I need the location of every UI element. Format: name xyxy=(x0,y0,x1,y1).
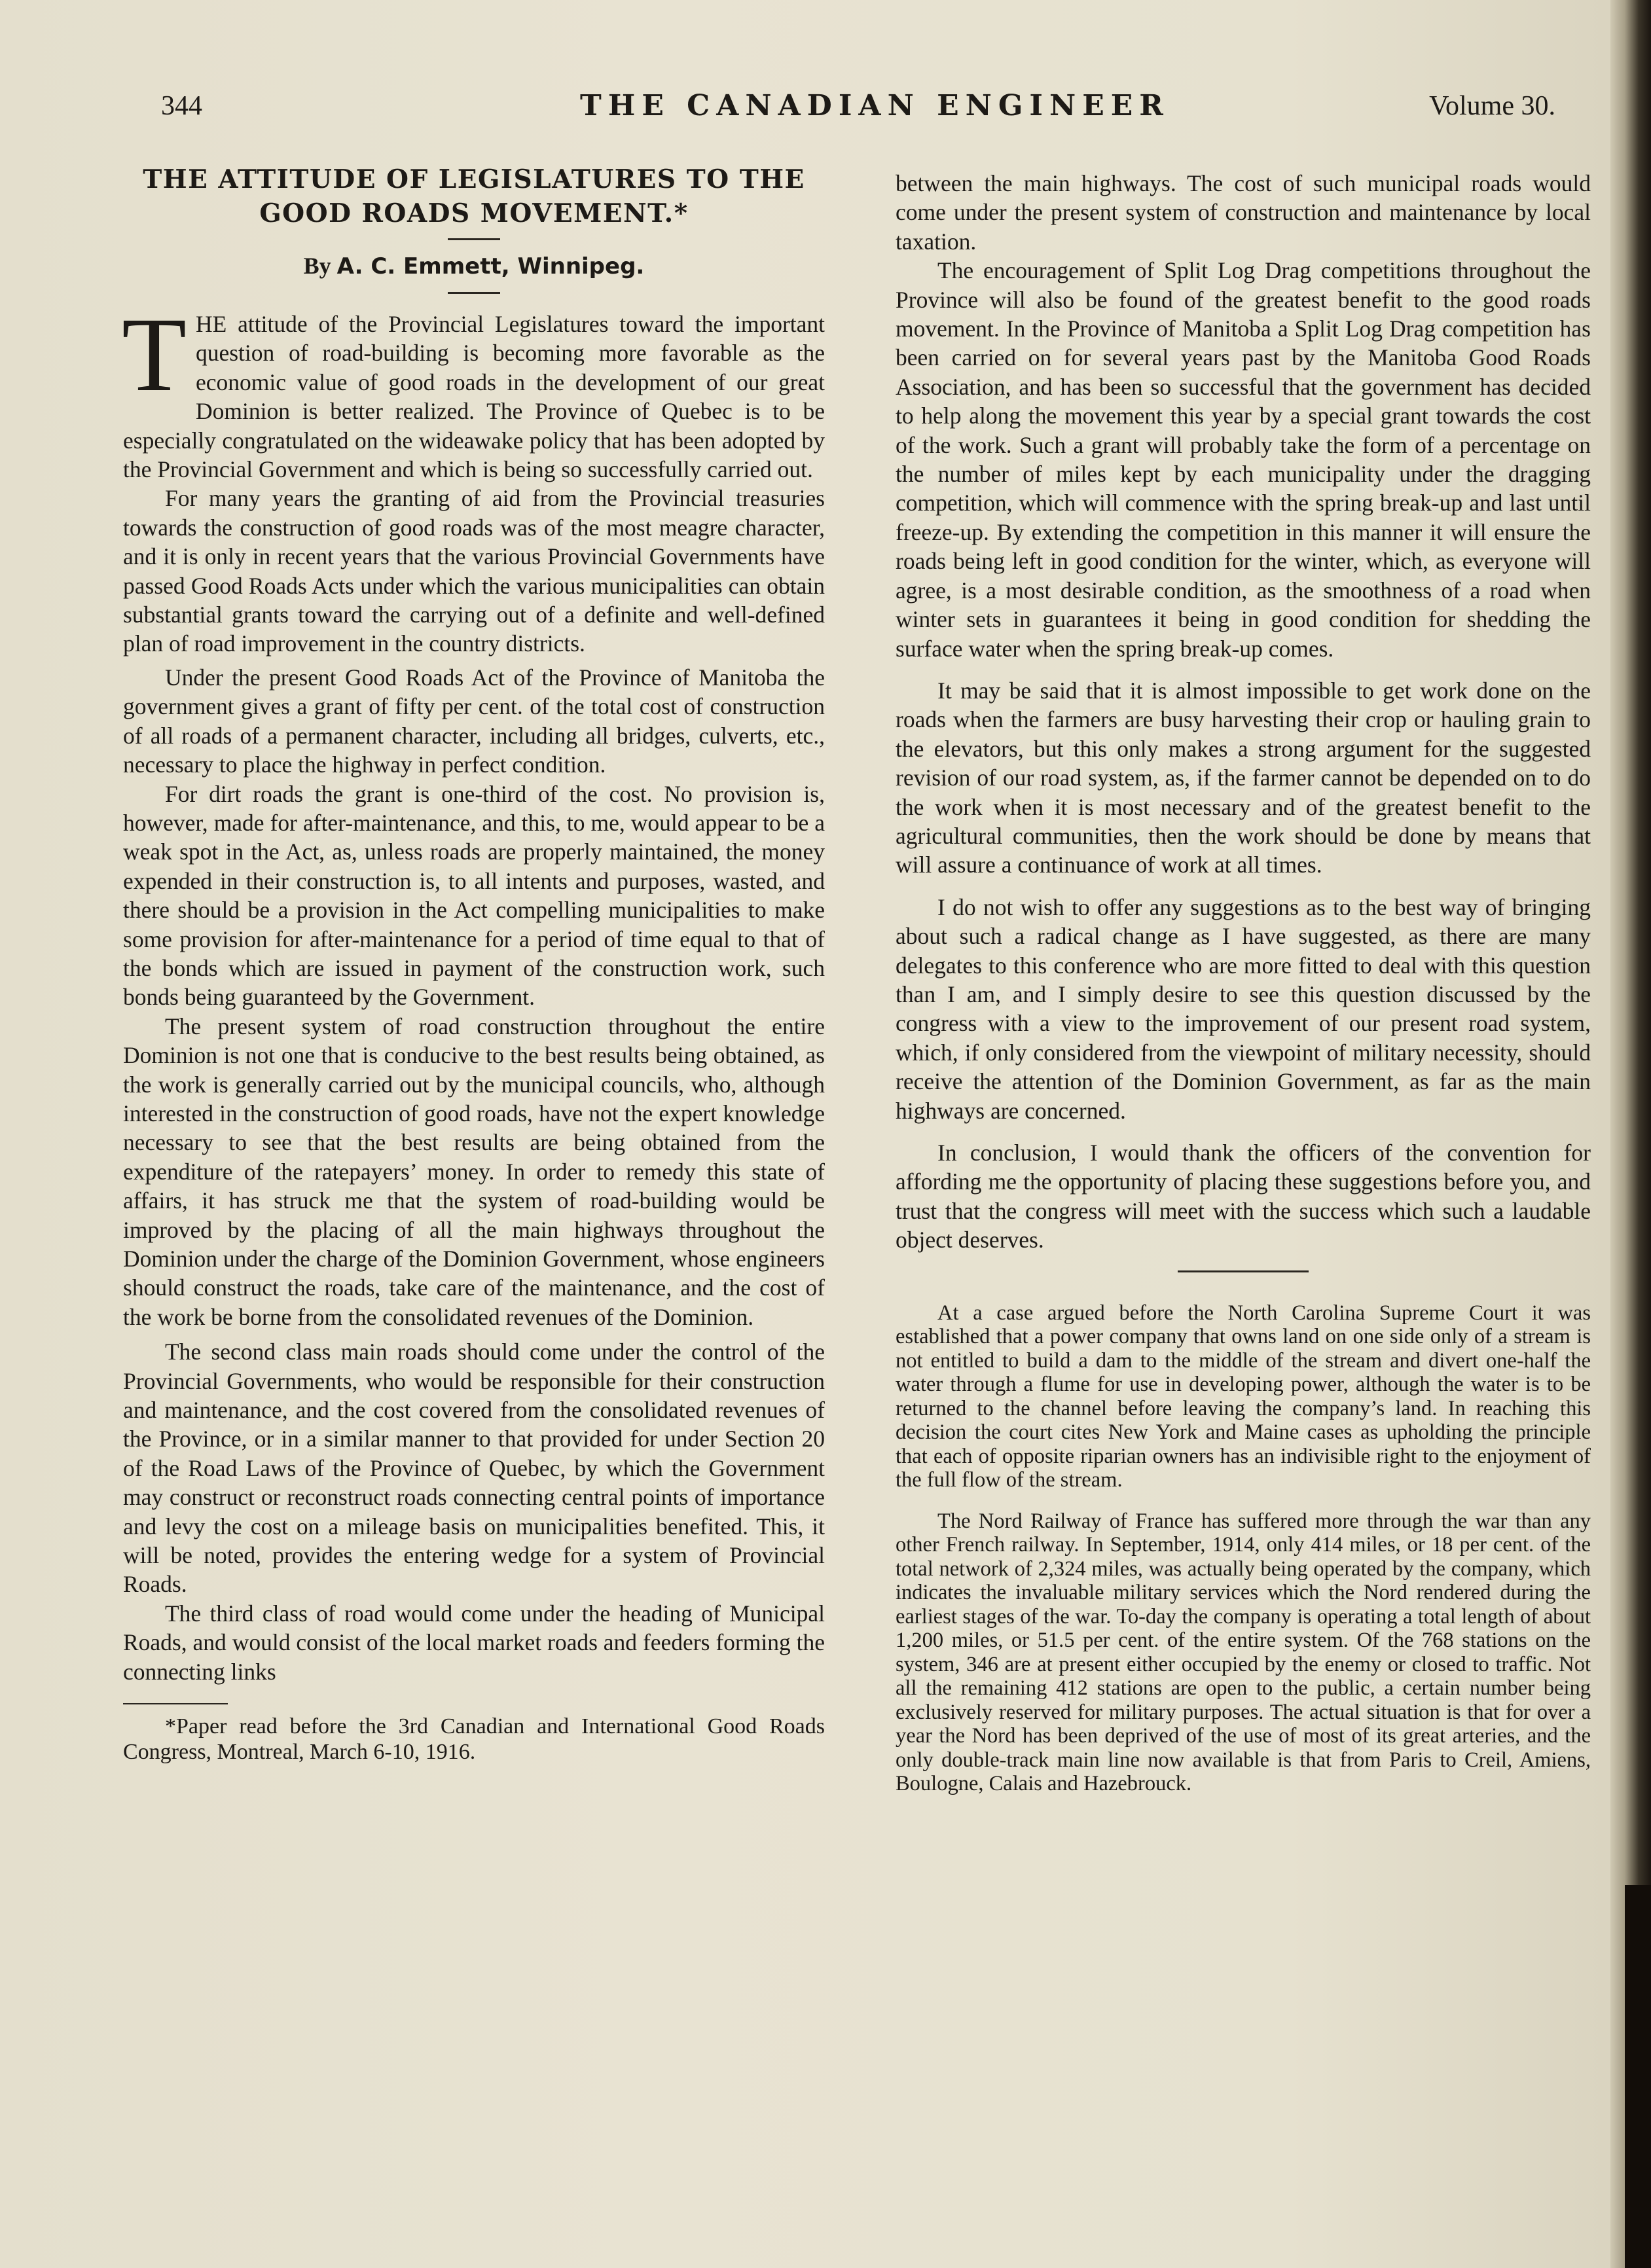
paragraph-2: For many years the granting of aid from the Provincial treasuries towards the construction of good roads was of the most meagre character, and it is only in recent years that the various Provincial Governments have passed Good Roads Acts under which the various municipalities can obtain substantial grants toward the carrying out of a definite and well-defined plan of road improvement in the country districts. xyxy=(123,485,825,657)
page-header xyxy=(161,90,1555,130)
author-name: A. C. Emmett, Winnipeg. xyxy=(336,253,645,279)
paragraph-5: The present system of road construction throughout the entire Dominion is not one that is conducive to the best results being obtained, as the work is generally carried out by the municipal councils, who, although interested in the construction of good roads, have not the expert knowledge necessary to see that the best results are being obtained from the expenditure of the ratepayers’ money. In order to remedy this state of affairs, it has struck me that the system of road-building would be improved by the placing of all the main highways throughout the Dominion under the charge of the Dominion Government, whose engineers should construct the roads, take care of the maintenance, and the cost of the work be borne from the consolidated revenues of the Dominion. xyxy=(123,1013,825,1330)
journal-title: THE CANADIAN ENGINEER xyxy=(580,89,1170,122)
paragraph-12: In conclusion, I would thank the officers of the convention for affording me the opportunity of placing these suggestions before you, and trust that the congress will meet with the success which such a laudable object deserves. xyxy=(896,1140,1591,1253)
brief-riparian-rights: At a case argued before the North Carolina Supreme Court it was established that a power company that owns land on one side only of a stream is not entitled to build a dam to the middle of the stream and divert one-half the water through a flume for use in developing power, although the water is to be returned to the channel before leaving the company’s land. In reaching this decision the court cites New York and Maine cases as upholding the principle that each of opposite riparian owners has an indivisible right to the enjoyment of the full flow of the stream. xyxy=(896,1301,1591,1492)
footnote: *Paper read before the 3rd Canadian and International Good Roads Congress, Montreal, March 6-10, 1916. xyxy=(123,1714,825,1765)
paragraph-3: Under the present Good Roads Act of the Province of Manitoba the government gives a grant of fifty per cent. of the total cost of construction of all roads of a permanent character, including all bridges, culverts, etc., necessary to place the highway in perfect condition. xyxy=(123,664,825,778)
paragraph-10: It may be said that it is almost impossible to get work done on the roads when the farmers are busy harvesting their crop or hauling grain to the elevators, but this only makes a strong argument for the suggested revision of our road system, as, if the farmer cannot be depended on to do the work when it is most necessary and of the greatest benefit to the agricultural communities, then the work should be done by means that will assure a continuance of work at all times. xyxy=(896,677,1591,878)
page-number: 344 xyxy=(161,91,202,121)
brief-nord-railway: The Nord Railway of France has suffered more through the war than any other French railway. In September, 1914, only 414 miles, or 18 per cent. of the total network of 2,324 miles, was actually being operated by the company, which indicates the invaluable military services which the Nord rendered during the earliest stages of the war. To-day the company is operating a total length of about 1,200 miles, or 51.5 per cent. of the entire system. Of the 768 stations on the system, 346 are at present either occupied by the enemy or closed to traffic. Not all the remaining 412 stations are open to the public, a certain number being exclusively reserved for military purposes. The actual situation is that for over a year the Nord has been deprived of the use of most of its great arteries, and the only double-track main line now available is that from Paris to Creil, Amiens, Boulogne, Calais and Hazebrouck. xyxy=(896,1509,1591,1796)
byline-rule xyxy=(448,292,500,294)
left-column xyxy=(123,162,825,1765)
news-briefs xyxy=(896,1301,1591,1796)
article-title: THE ATTITUDE OF LEGISLATURES TO THE GOOD ROADS MOVEMENT.* xyxy=(143,164,805,228)
volume-label: Volume 30. xyxy=(1429,91,1555,121)
paragraph-4: For dirt roads the grant is one-third of the cost. No provision is, however, made for after-maintenance, and this, to me, would appear to be a weak spot in the Act, as, unless roads are properly maintained, the money expended in their construction is, to all intents and purposes, wasted, and there should be a provision in the Act compelling municipalities to make some provision for after-maintenance for a period of time equal to that of the bonds which are issued in payment of the construction work, such bonds being guaranteed by the Government. xyxy=(123,780,825,1011)
book-binding-edge xyxy=(1625,1885,1651,2268)
byline-prefix: By xyxy=(303,253,337,279)
paragraph-9: The encouragement of Split Log Drag competitions throughout the Province will also be found of the greatest benefit to the good roads movement. In the Province of Manitoba a Split Log Drag competition has been carried on for several years past by the Manitoba Good Roads Association, and has been so successful that the government has decided to help along the movement this year by a special grant towards the cost of the work. Such a grant will probably take the form of a percentage on the number of miles kept by each municipality under the dragging competition, which will commence with the spring break-up and last until freeze-up. By extending the competition in this manner it will ensure the roads being left in good condition for the winter, which, as everyone will agree, is a most desirable condition, as the smoothness of a road when winter sets in guarantees it being in good condition for shedding the surface water when the spring break-up comes. xyxy=(896,257,1591,662)
paragraph-1-text: HE attitude of the Provincial Legislatures toward the important question of road-building is becoming more favorable as the economic value of good roads in the development of our great Dominion is better realized. The Province of Quebec is to be especially congratulated on the wideawake policy that has been adopted by the Provincial Government and which is being so successfully carried out. xyxy=(123,311,825,483)
paragraph-1 xyxy=(122,297,825,484)
footnote-rule xyxy=(123,1703,228,1704)
title-rule xyxy=(448,238,500,240)
paragraph-7: The third class of road would come under the heading of Municipal Roads, and would consist of the local market roads and feeders forming the connecting links xyxy=(123,1600,825,1685)
right-column xyxy=(896,169,1591,1796)
drop-cap: T xyxy=(122,297,187,414)
section-rule xyxy=(1178,1270,1309,1272)
article-byline xyxy=(123,249,825,283)
paragraph-8: between the main highways. The cost of such municipal roads would come under the present system of construction and maintenance by local taxation. xyxy=(896,170,1591,255)
paragraph-6: The second class main roads should come under the control of the Provincial Governments, who would be responsible for their construction and maintenance, and the cost covered from the consolidated revenues of the Province, or in a similar manner to that provided for under Section 20 of the Road Laws of the Province of Quebec, by which the Government may construct or reconstruct roads connecting central points of importance and levy the cost on a mileage basis on municipalities benefited. This, it will be noted, provides the entering wedge for a system of Provincial Roads. xyxy=(123,1339,825,1598)
paragraph-11: I do not wish to offer any suggestions as to the best way of bringing about such a radical change as I have suggested, as there are many delegates to this conference who are more fitted to deal with this question than I am, and I simply desire to see this question discussed by the congress with a view to the improvement of our present road system, which, if only considered from the viewpoint of military necessity, should receive the attention of the Dominion Government, as far as the main highways are concerned. xyxy=(896,893,1591,1124)
